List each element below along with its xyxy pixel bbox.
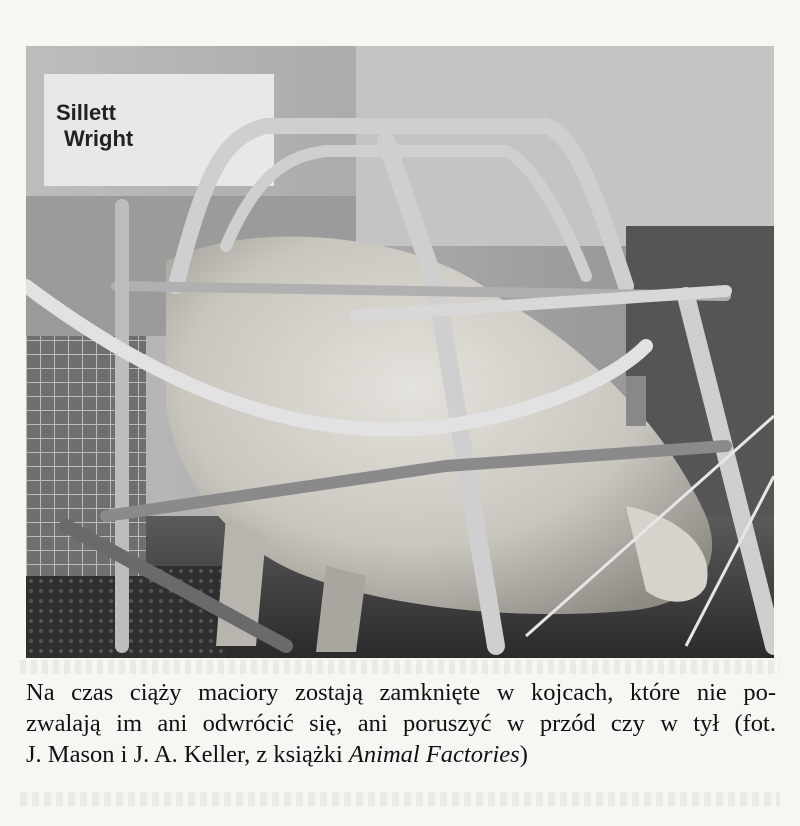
caption-closing-paren: ) — [519, 741, 528, 768]
caption-credit: J. Mason i J. A. Keller, z książki — [26, 741, 349, 768]
photo-sow-in-crate — [26, 46, 774, 658]
caption-line-1: Na czas ciąży maciory zostają zamknięte w kojcach, które nie po- — [26, 679, 776, 706]
caption-line-2: zwalają im ani odwrócić się, ani poruszyć w przód czy w tył (fot. — [26, 710, 776, 737]
sign-brand-line2: Wright — [64, 126, 134, 151]
caption-book-title: Animal Factories — [348, 741, 520, 768]
show-through-texture — [20, 660, 780, 674]
photo-caption — [26, 677, 776, 770]
show-through-texture — [20, 792, 780, 806]
caption-line-3 — [26, 739, 776, 770]
sign-brand-line1: Sillett — [56, 100, 116, 125]
